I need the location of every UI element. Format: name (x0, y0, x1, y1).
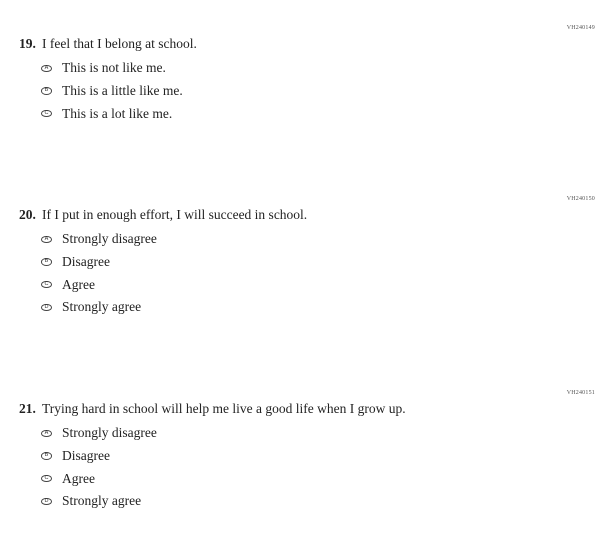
answer-label: Agree (62, 276, 95, 292)
answer-label: Agree (62, 470, 95, 486)
answer-bubble[interactable]: B (41, 87, 52, 95)
item-code: VH240150 (566, 196, 595, 202)
question-number: 21. (19, 401, 36, 416)
item-code: VH240151 (566, 390, 595, 396)
answer-bubble[interactable]: B (41, 258, 52, 266)
answer-label: This is a lot like me. (62, 105, 173, 121)
answer-label: Strongly disagree (62, 425, 157, 441)
answer-bubble[interactable]: A (41, 236, 52, 244)
answer-bubble[interactable]: A (41, 65, 52, 73)
answer-option[interactable] (41, 228, 157, 251)
answer-option[interactable] (41, 251, 157, 274)
answer-label: This is not like me. (62, 60, 166, 76)
answer-option[interactable] (41, 490, 157, 513)
answer-bubble[interactable]: A (41, 430, 52, 438)
answer-bubble[interactable]: C (41, 475, 52, 483)
answer-label: Strongly agree (62, 493, 142, 509)
question-text: If I put in enough effort, I will succeed in school. (42, 207, 308, 222)
answer-option[interactable] (41, 102, 183, 125)
answer-option[interactable] (41, 273, 157, 296)
answer-bubble[interactable]: C (41, 281, 52, 289)
question-stem (19, 207, 307, 223)
answer-option[interactable] (41, 445, 157, 468)
question-number: 19. (19, 36, 36, 51)
answer-label: Disagree (62, 254, 110, 270)
item-code: VH240149 (566, 25, 595, 31)
answer-bubble[interactable]: B (41, 452, 52, 460)
question-stem (19, 36, 197, 52)
answer-label: Strongly agree (62, 299, 142, 315)
answer-options (41, 422, 157, 513)
answer-option[interactable] (41, 296, 157, 319)
answer-bubble[interactable]: C (41, 110, 52, 118)
answer-option[interactable] (41, 57, 183, 80)
question-stem (19, 401, 406, 417)
answer-label: This is a little like me. (62, 83, 183, 99)
answer-label: Strongly disagree (62, 231, 157, 247)
question-text: Trying hard in school will help me live a good life when I grow up. (42, 401, 406, 416)
answer-option[interactable] (41, 422, 157, 445)
answer-option[interactable] (41, 80, 183, 103)
answer-bubble[interactable]: D (41, 304, 52, 312)
question-text: I feel that I belong at school. (42, 36, 197, 51)
answer-option[interactable] (41, 467, 157, 490)
question-number: 20. (19, 207, 36, 222)
answer-options (41, 228, 157, 319)
answer-bubble[interactable]: D (41, 498, 52, 506)
answer-options (41, 57, 183, 125)
answer-label: Disagree (62, 448, 110, 464)
